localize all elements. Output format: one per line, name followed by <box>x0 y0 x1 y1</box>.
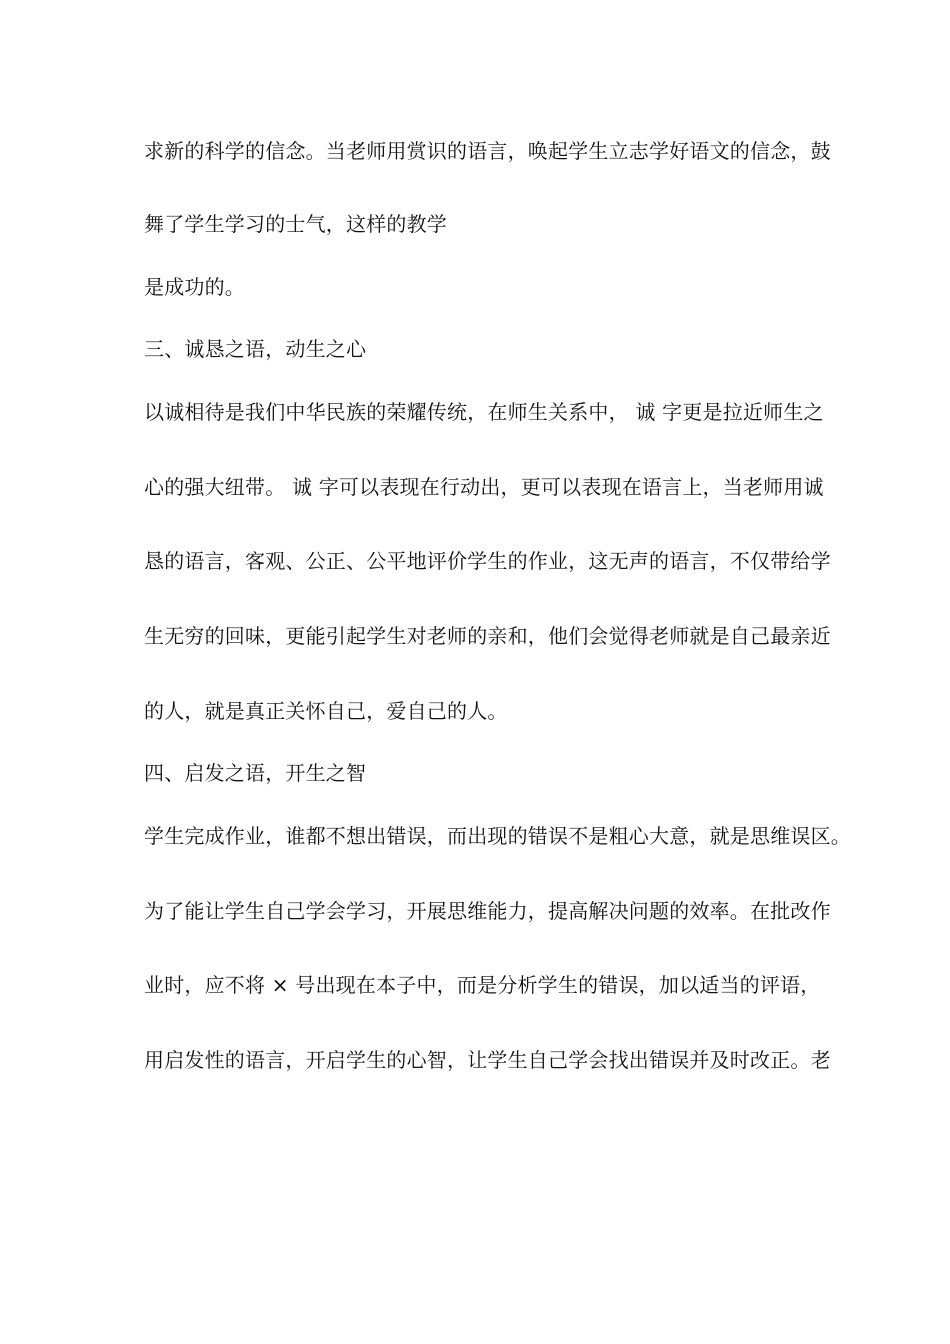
paragraph-line: 是成功的。 <box>144 275 245 299</box>
section-heading: 三、诚恳之语，动生之心 <box>144 337 367 361</box>
paragraph-line: 学生完成作业，谁都不想出错误，而出现的错误不是粗心大意，就是思维误区。 <box>144 824 851 848</box>
section-heading: 四、启发之语，开生之智 <box>144 761 367 785</box>
paragraph-line: 生无穷的回味，更能引起学生对老师的亲和，他们会觉得老师就是自己最亲近 <box>144 624 831 648</box>
paragraph-line: 舞了学生学习的士气，这样的教学 <box>144 212 447 236</box>
paragraph-line: 恳的语言，客观、公正、公平地评价学生的作业，这无声的语言，不仅带给学 <box>144 549 831 573</box>
paragraph-line: 用启发性的语言，开启学生的心智，让学生自己学会找出错误并及时改正。老 <box>144 1048 831 1072</box>
paragraph-line: 的人，就是真正关怀自己，爱自己的人。 <box>144 699 508 723</box>
paragraph-line: 心的强大纽带。 诚 字可以表现在行动出，更可以表现在语言上，当老师用诚 <box>144 475 824 499</box>
paragraph-line: 业时，应不将 × 号出现在本子中，而是分析学生的错误，加以适当的评语， <box>144 973 821 997</box>
paragraph-line: 为了能让学生自己学会学习，开展思维能力，提高解决问题的效率。在批改作 <box>144 899 831 923</box>
paragraph-line: 求新的科学的信念。当老师用赏识的语言，唤起学生立志学好语文的信念，鼓 <box>144 139 831 163</box>
paragraph-line: 以诚相待是我们中华民族的荣耀传统，在师生关系中， 诚 字更是拉近师生之 <box>144 400 824 424</box>
